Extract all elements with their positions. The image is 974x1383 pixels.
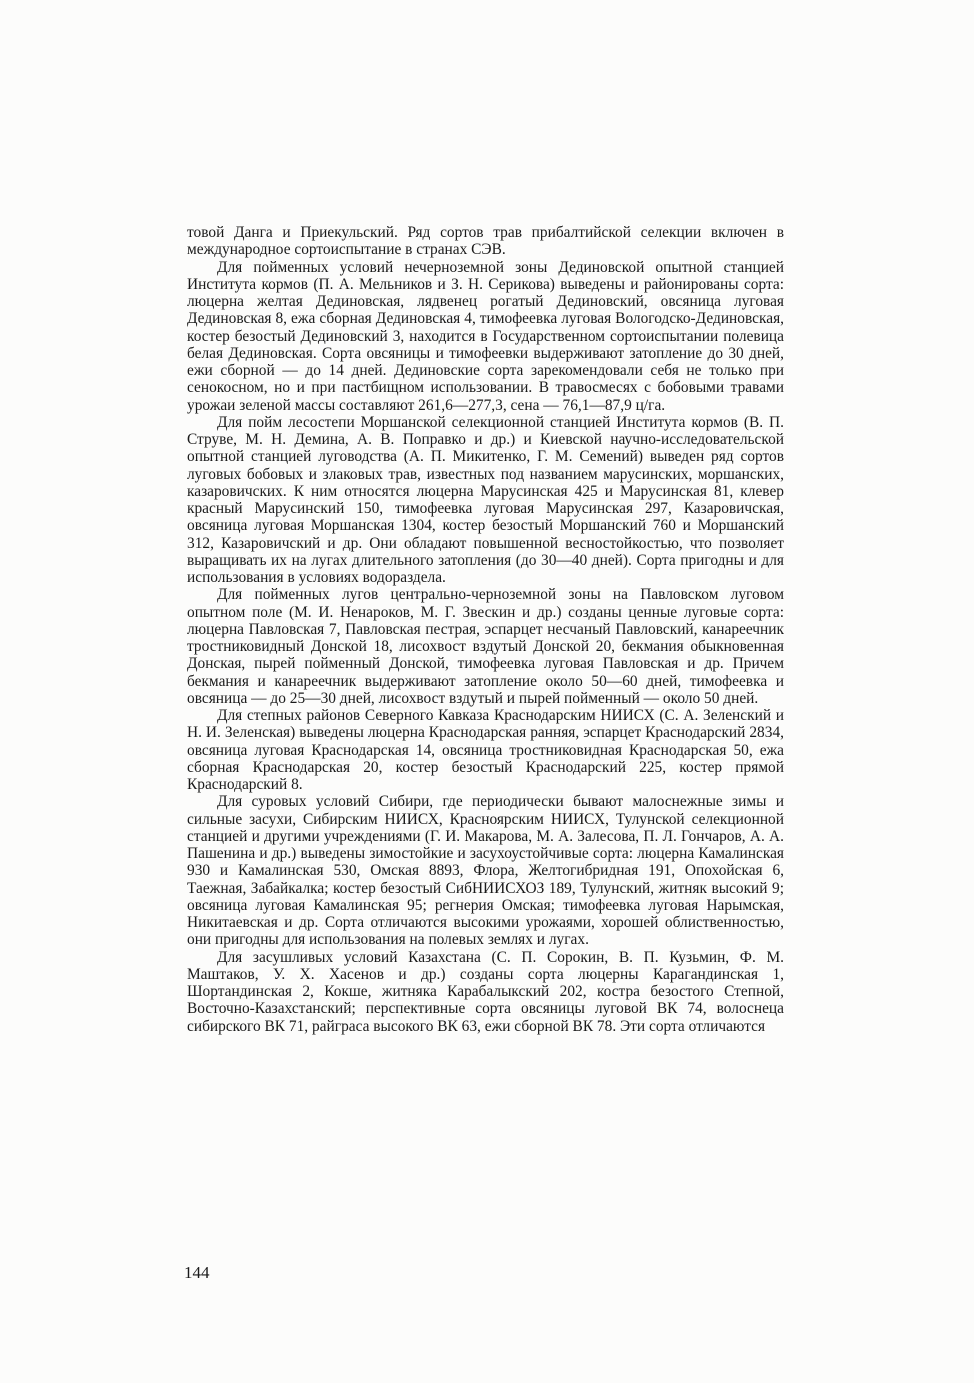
paragraph-continuation: товой Данга и Приекульский. Ряд сортов трав прибалтийской селекции включен в международное сортоиспытание в странах СЭВ. [187,224,784,259]
paragraph-north-caucasus: Для степных районов Северного Кавказа Краснодарским НИИСХ (С. А. Зеленский и Н. И. Зеленская) выведены люцерна Краснодарская ранняя, эспарцет Краснодарский 2834, овсяница луговая Краснодарская 14, овсяница тростниковидная Краснодарская 50, ежа сборная Краснодарская 20, костер безостый Краснодарский 225, костер прямой Краснодарский 8. [187,707,784,793]
paragraph-dedinovo: Для пойменных условий нечерноземной зоны Дединовской опытной станцией Института кормов (П. А. Мельников и З. Н. Серикова) выведены и районированы сорта: люцерна желтая Дединовская, лядвенец рогатый Дединовский, овсяница луговая Дединовская 8, ежа сборная Дединовская 4, тимофеевка луговая Вологодско-Дединовская, костер безостый Дединовский 3, находится в Государственном сортоиспытании полевица белая Дединовская. Сорта овсяницы и тимофеевки выдерживают затопление до 30 дней, ежи сборной — до 14 дней. Дединовские сорта зарекомендовали себя не только при сенокосном, но и при пастбищном использовании. В травосмесях с бобовыми травами урожаи зеленой массы составляют 261,6—277,3, сена — 76,1—87,9 ц/га. [187,258,784,414]
page-number: 144 [184,1263,210,1282]
body-text [187,224,784,1035]
paragraph-siberia: Для суровых условий Сибири, где периодически бывают малоснежные зимы и сильные засухи, Сибирским НИИСХ, Красноярским НИИСХ, Тулунской селекционной станцией и другими учреждениями (Г. И. Макарова, М. А. Залесова, П. Л. Гончаров, А. А. Пашенина и др.) выведены зимостойкие и засухоустойчивые сорта: люцерна Камалинская 930 и Камалинская 530, Омская 8893, Флора, Желтогибридная 191, Опохойская 6, Таежная, Забайкалка; костер безостый СибНИИСХОЗ 189, Тулунский, житняк высокий 9; овсяница луговая Камалинская 95; регнерия Омская; тимофеевка луговая Нарымская, Никитаевская и др. Сорта отличаются высокими урожаями, хорошей облиственностью, они пригодны для использования на полевых землях и лугах. [187,793,784,949]
paragraph-kazakhstan: Для засушливых условий Казахстана (С. П. Сорокин, В. П. Кузьмин, Ф. М. Маштаков, У. Х. Хасенов и др.) созданы сорта люцерны Карагандинская 1, Шортандинская 2, Кокше, житняка Карабалыкский 202, костра безостого Степной, Восточно-Казахстанский; перспективные сорта овсяницы луговой ВК 74, волоснеца сибирского ВК 71, райграса высокого ВК 63, ежи сборной ВК 78. Эти сорта отличаются [187,948,784,1035]
paragraph-pavlovsk: Для пойменных лугов центрально-черноземной зоны на Павловском луговом опытном поле (М. И. Ненароков, М. Г. Звескин и др.) созданы ценные луговые сорта: люцерна Павловская 7, Павловская пестрая, эспарцет несчаный Павловский, канареечник тростниковидный Донской 18, лисохвост вздутый Донской 20, бекмания обыкновенная Донская, пырей пойменный Донской, тимофеевка луговая Павловская и др. Причем бекмания и канареечник выдерживают затопление около 50—60 дней, тимофеевка и овсяница — до 25—30 дней, лисохвост вздутый и пырей пойменный — около 50 дней. [187,586,784,707]
paragraph-morshansk: Для пойм лесостепи Моршанской селекционной станцией Института кормов (В. П. Струве, М. Н. Демина, А. В. Поправко и др.) и Киевской научно-исследовательской опытной станцией луговодства (А. П. Микитенко, Г. М. Семений) выведен ряд сортов луговых бобовых и злаковых трав, известных под названием марусинских, моршанских, казаровичских. К ним относятся люцерна Марусинская 425 и Марусинская 81, клевер красный Марусинский 150, тимофеевка луговая Марусинская 297, Казаровичская, овсяница луговая Моршанская 1304, костер безостый Моршанский 760 и Моршанский 312, Казаровичский и др. Они обладают повышенной весностойкостью, что позволяет выращивать их на лугах длительного затопления (до 30—40 дней). Сорта пригодны и для использования в условиях водораздела. [187,413,784,586]
